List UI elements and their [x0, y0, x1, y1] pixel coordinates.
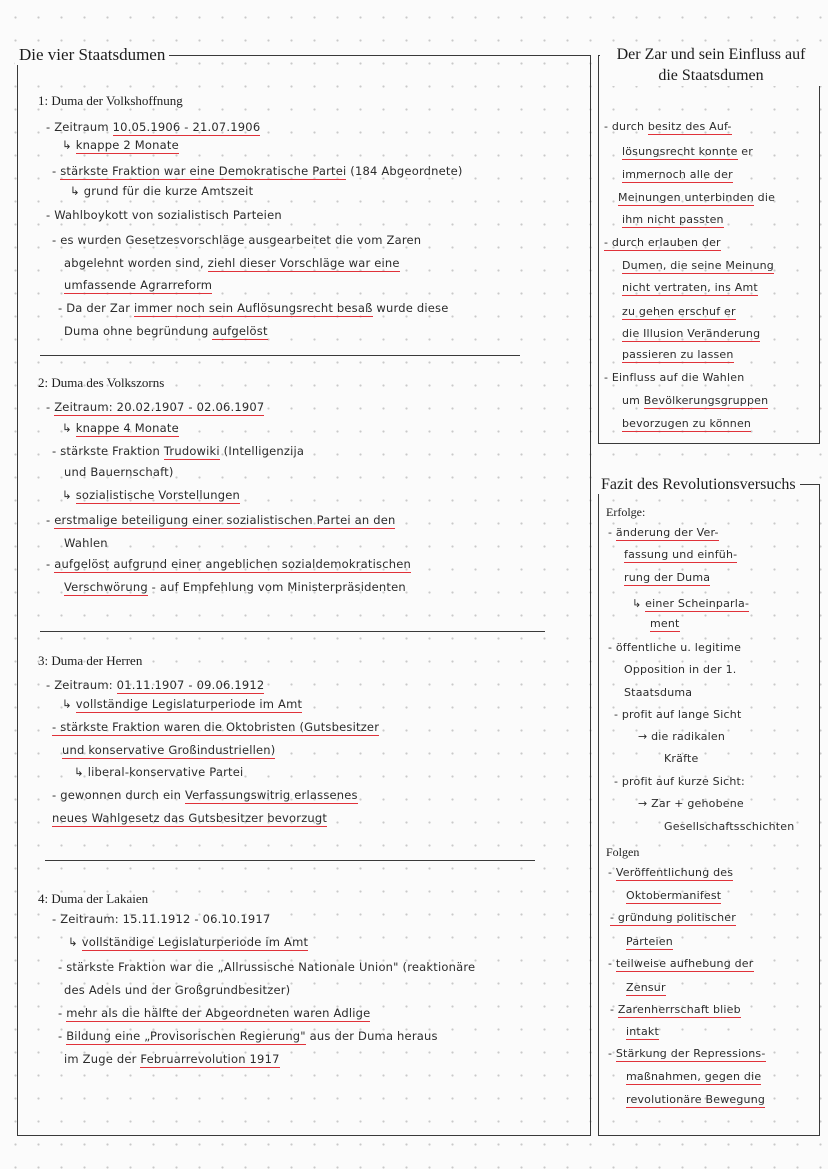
note-text: ↳	[68, 935, 82, 949]
note-line	[638, 730, 725, 743]
underlined-text: knappe 4 Monate	[75, 421, 179, 435]
note-text: (Intelligenzija	[219, 444, 305, 458]
note-text: im Zuge der	[64, 1052, 141, 1066]
note-text: um	[622, 394, 644, 407]
note-text: - gewonnen durch ein	[52, 788, 185, 802]
note-text: -	[608, 957, 616, 970]
note-text: und Bauernschaft)	[64, 465, 174, 479]
note-line	[622, 281, 758, 294]
underlined-text: und konservative Großindustriellen)	[62, 743, 276, 757]
fazit-title: Fazit des Revolutionsversuchs	[597, 475, 800, 494]
underlined-text: Trudowiki	[163, 444, 220, 458]
section-4-title: 4: Duma der Lakaien	[38, 891, 149, 906]
note-text: - profit auf kurze Sicht:	[614, 775, 745, 788]
section-divider	[40, 355, 520, 356]
note-line	[626, 1070, 761, 1083]
note-text: die	[753, 191, 776, 204]
underlined-text: sozialistische Vorstellungen	[75, 488, 240, 502]
underlined-text: knappe 2 Monate	[75, 138, 179, 152]
note-text: -	[610, 1003, 618, 1016]
note-line	[608, 866, 733, 879]
underlined-text: Oktobermanifest	[626, 889, 722, 902]
note-line	[64, 580, 406, 594]
note-text: -	[608, 866, 616, 879]
underlined-text: neues Wahlgesetz das Gutsbesitzer bevorzugt	[52, 811, 328, 825]
note-text: -	[58, 1006, 67, 1020]
note-line	[624, 571, 710, 584]
note-line	[74, 765, 243, 779]
note-line	[614, 775, 745, 788]
note-line	[664, 820, 794, 833]
note-line	[46, 557, 411, 571]
note-line	[64, 983, 290, 997]
underlined-text: teilweise aufhebung der	[615, 957, 754, 970]
note-line	[632, 597, 749, 610]
underlined-text: immernoch alle der	[622, 168, 733, 181]
note-text: - öffentliche u. legitime	[608, 641, 742, 654]
note-line	[622, 305, 736, 318]
note-line	[622, 168, 733, 181]
note-text: - Zeitraum:	[46, 678, 117, 692]
underlined-text: Zeitraum: 20.02.1907 - 02.06.1907	[54, 400, 265, 414]
note-line	[622, 348, 734, 361]
note-line	[58, 960, 475, 974]
note-line	[64, 536, 108, 550]
note-line	[62, 421, 179, 435]
section-2-title: 2: Duma des Volkszorns	[38, 375, 165, 390]
note-line	[46, 208, 282, 222]
underlined-text: Stärkung der Repressions-	[615, 1047, 766, 1060]
underlined-text: ziehl dieser Vorschläge war eine	[207, 256, 400, 270]
underlined-text: aufgelöst	[212, 324, 268, 338]
note-text: - auf Empfehlung vom Ministerpräsidenten	[147, 580, 406, 594]
note-line	[638, 797, 744, 810]
note-text: Staatsduma	[624, 686, 693, 699]
note-line	[62, 488, 240, 502]
note-text: - stärkste Fraktion war die „Allrussische Nationale Union" (reaktionäre	[58, 960, 476, 974]
underlined-text: Zensur	[626, 981, 666, 994]
note-line	[64, 278, 212, 292]
note-text: ↳	[62, 697, 76, 711]
underlined-text: nicht vertraten, ins Amt	[622, 281, 758, 294]
note-line	[46, 400, 264, 414]
note-text: → die radikalen	[638, 730, 726, 743]
note-text: -	[46, 557, 55, 571]
section-divider	[40, 631, 545, 632]
note-line	[52, 912, 270, 926]
note-line	[62, 697, 302, 711]
note-line	[62, 743, 275, 757]
underlined-text: umfassende Agrarreform	[64, 278, 213, 292]
note-line	[626, 1025, 659, 1038]
note-line	[64, 256, 400, 270]
note-line	[608, 641, 741, 654]
note-text: - stärkste Fraktion	[52, 444, 164, 458]
underlined-text: maßnahmen, gegen die	[626, 1070, 762, 1083]
note-text: - Da der Zar	[58, 301, 135, 315]
underlined-text: vollständige Legislaturperiode im Amt	[81, 935, 309, 949]
underlined-text: ment	[650, 617, 680, 630]
note-text: -	[608, 1047, 616, 1060]
note-line	[622, 394, 768, 407]
underlined-text: stärkste Fraktion war eine Demokratische Partei	[60, 164, 347, 178]
underlined-text: rung der Duma	[624, 571, 711, 584]
note-line	[622, 145, 753, 158]
note-text: Wahlen	[64, 536, 108, 550]
note-line	[610, 1003, 741, 1016]
note-line	[46, 513, 395, 527]
note-line	[664, 752, 698, 765]
note-line	[608, 957, 754, 970]
note-line	[626, 935, 673, 948]
underlined-text: Veröffentlichung des	[615, 866, 734, 879]
note-line	[604, 236, 721, 249]
note-line	[52, 720, 379, 734]
note-line	[46, 678, 264, 692]
underlined-text: - stärkste Fraktion waren die Oktobristen (Gutsbesitzer	[52, 720, 380, 734]
underlined-text: Meinungen unterbinden	[618, 191, 754, 204]
underlined-text: zu gehen erschuf er	[622, 305, 736, 318]
note-text: Opposition in der 1.	[624, 663, 737, 676]
note-line	[52, 164, 463, 178]
note-line	[624, 686, 692, 699]
note-text: Gesellschaftsschichten	[664, 820, 795, 833]
underlined-text: bevorzugen zu können	[622, 417, 752, 430]
underlined-text: revolutionäre Bewegung	[626, 1093, 766, 1106]
underlined-text: passieren zu lassen	[622, 348, 734, 361]
erfolge-label: Erfolge:	[606, 505, 646, 519]
underlined-text: vollständige Legislaturperiode im Amt	[75, 697, 303, 711]
note-text: - durch	[604, 120, 648, 133]
note-text: - Wahlboykott von sozialistisch Parteien	[46, 208, 282, 222]
note-line	[626, 889, 721, 902]
note-line	[46, 120, 260, 134]
underlined-text: die Illusion Veränderung	[622, 327, 761, 340]
note-text: → Zar + gehobene	[638, 797, 744, 810]
note-text: Kräfte	[664, 752, 699, 765]
note-text: aus der Duma heraus	[305, 1029, 438, 1043]
zar-title-line-2: die Staatsdumen	[658, 67, 764, 84]
note-text: -	[46, 400, 55, 414]
note-line	[604, 371, 744, 384]
underlined-text: besitz des Auf-	[647, 120, 732, 133]
note-text: - Zeitraum	[46, 120, 113, 134]
underlined-text: erstmalige beteiligung einer sozialistischen Partei an den	[54, 513, 396, 527]
note-line	[622, 259, 774, 272]
note-text: ↳	[62, 138, 76, 152]
note-line	[624, 663, 737, 676]
note-line	[626, 981, 666, 994]
underlined-text: änderung der Ver-	[615, 526, 719, 539]
section-1-title: 1: Duma der Volkshoffnung	[38, 93, 183, 108]
underlined-text: Bildung eine „Provisorischen Regierung"	[66, 1029, 306, 1043]
note-line	[64, 465, 174, 479]
note-line	[52, 788, 358, 802]
note-line	[62, 138, 179, 152]
note-text: - Einfluss auf die Wahlen	[604, 371, 745, 384]
note-line	[622, 213, 724, 226]
underlined-text: fassung und einfüh-	[624, 548, 738, 561]
underlined-text: - durch erlauben der	[604, 236, 721, 249]
note-text: ↳	[62, 421, 76, 435]
section-3-title: 3: Duma der Herren	[38, 653, 143, 668]
underlined-text: einer Scheinparla-	[645, 597, 750, 610]
note-line	[614, 708, 741, 721]
underlined-text: Verschwörung	[64, 580, 148, 594]
underlined-text: Parteien	[626, 935, 673, 948]
note-text: ↳ grund für die kurze Amtszeit	[70, 184, 254, 198]
note-text: ↳ liberal-konservative Partei	[74, 765, 244, 779]
note-line	[624, 548, 737, 561]
note-line	[58, 301, 449, 315]
underlined-text: intakt	[626, 1025, 659, 1038]
underlined-text: Februarrevolution 1917	[140, 1052, 280, 1066]
note-line	[70, 184, 253, 198]
zar-influence-title	[600, 44, 822, 86]
note-text: - Zeitraum: 15.11.1912 - 06.10.1917	[52, 912, 271, 926]
note-line	[604, 120, 732, 133]
note-line	[58, 1029, 438, 1043]
note-text: abgelehnt worden sind,	[64, 256, 208, 270]
note-text: -	[608, 526, 616, 539]
main-panel-title: Die vier Staatsdumen	[15, 45, 169, 65]
note-text: wurde diese	[372, 301, 449, 315]
note-line	[608, 1047, 766, 1060]
note-text: -	[52, 164, 61, 178]
note-line	[52, 444, 304, 458]
underlined-text: Dumen, die seine Meinung	[622, 259, 774, 272]
underlined-text: Verfassungswitrig erlassenes	[184, 788, 358, 802]
note-line	[608, 526, 719, 539]
underlined-text: - gründung politischer	[610, 911, 736, 924]
note-line	[626, 1093, 765, 1106]
note-line	[64, 324, 268, 338]
note-text: - es wurden Gesetzesvorschläge ausgearbeitet die vom Zaren	[52, 233, 422, 247]
note-line	[610, 911, 736, 924]
note-text: -	[46, 513, 55, 527]
note-text: des Adels und der Großgrundbesitzer)	[64, 983, 291, 997]
underlined-text: ihm nicht passten	[622, 213, 724, 226]
underlined-text: 01.11.1907 - 09.06.1912	[116, 678, 265, 692]
note-line	[622, 327, 760, 340]
section-divider	[45, 860, 535, 861]
note-text: -	[58, 1029, 67, 1043]
note-line	[64, 1052, 280, 1066]
underlined-text: Zarenherrschaft blieb	[617, 1003, 741, 1016]
note-line	[650, 617, 680, 630]
underlined-text: 10.05.1906 - 21.07.1906	[112, 120, 261, 134]
note-text: - profit auf lange Sicht	[614, 708, 742, 721]
note-line	[618, 191, 775, 204]
note-line	[622, 417, 751, 430]
note-line	[68, 935, 308, 949]
underlined-text: immer noch sein Auflösungsrecht besaß	[134, 301, 373, 315]
zar-title-line-1: Der Zar und sein Einfluss auf	[616, 46, 806, 63]
underlined-text: aufgelöst aufgrund einer angeblichen sozialdemokratischen	[54, 557, 411, 571]
note-line	[52, 811, 327, 825]
underlined-text: lösungsrecht konnte	[622, 145, 738, 158]
note-line	[52, 233, 421, 247]
note-text: ↳	[632, 597, 646, 610]
note-text: ↳	[62, 488, 76, 502]
note-text: er	[737, 145, 753, 158]
note-text: (184 Abgeordnete)	[346, 164, 463, 178]
folgen-label: Folgen	[606, 845, 640, 859]
underlined-text: mehr als die hälfte der Abgeordneten waren Adlige	[66, 1006, 371, 1020]
note-text: Duma ohne begründung	[64, 324, 213, 338]
underlined-text: Bevölkerungsgruppen	[643, 394, 769, 407]
note-line	[58, 1006, 370, 1020]
